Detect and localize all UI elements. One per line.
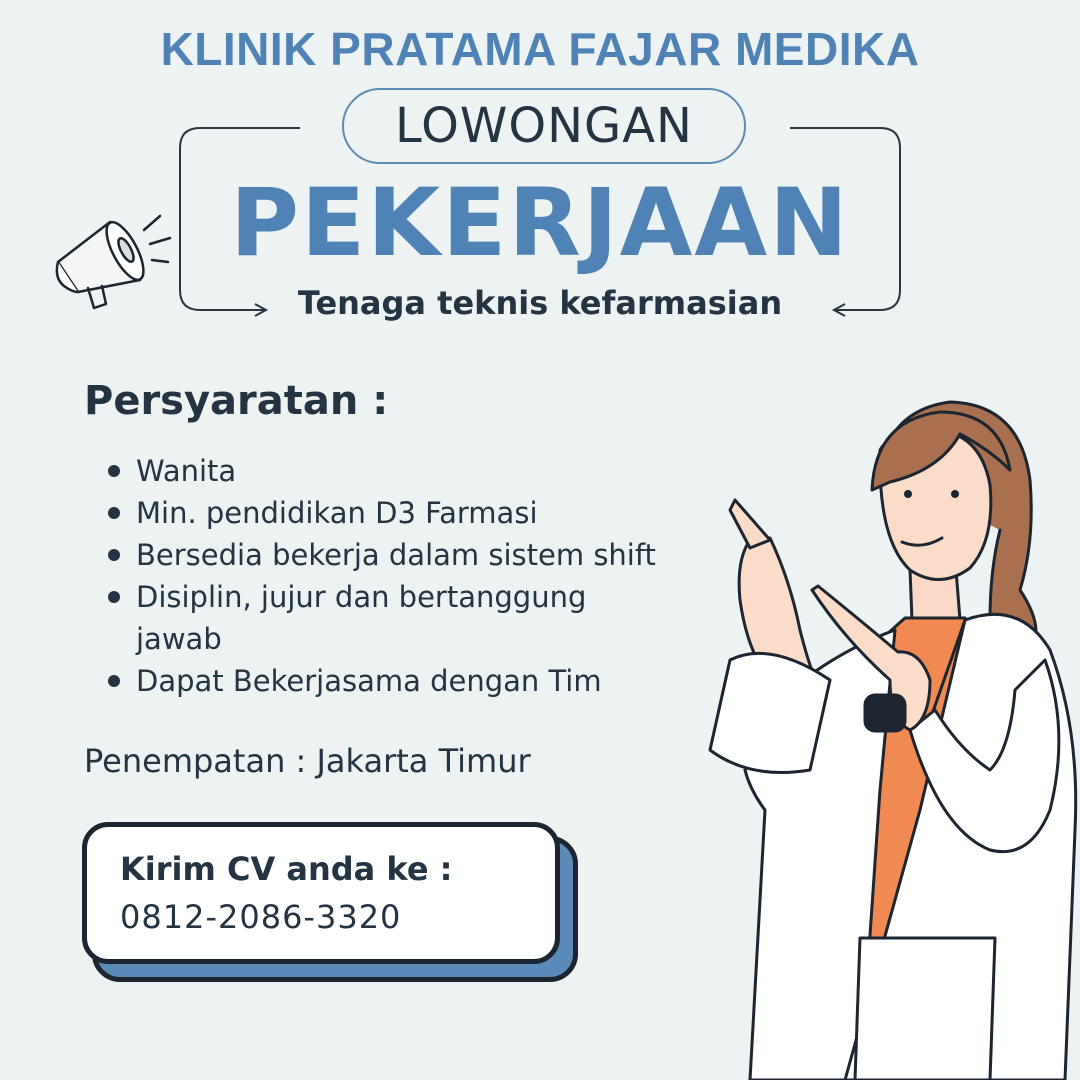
list-item: Wanita [108, 450, 708, 492]
job-title: Tenaga teknis kefarmasian [297, 284, 783, 322]
list-item: Bersedia bekerja dalam sistem shift [108, 534, 708, 576]
headline: PEKERJAAN [230, 169, 850, 278]
placement-text: Penempatan : Jakarta Timur [84, 742, 531, 780]
pharmacist-illustration [690, 390, 1080, 1080]
contact-phone: 0812-2086-3320 [120, 898, 402, 936]
list-item: Dapat Bekerjasama dengan Tim [108, 660, 708, 702]
list-item: Min. pendidikan D3 Farmasi [108, 492, 708, 534]
requirements-list [108, 450, 708, 702]
contact-box [82, 822, 560, 964]
vacancy-pill-label: LOWONGAN [395, 98, 693, 154]
megaphone-icon [48, 200, 178, 320]
list-item: Disiplin, jujur dan bertanggung jawab [108, 576, 616, 660]
vacancy-pill [342, 88, 746, 164]
clinic-name: KLINIK PRATAMA FAJAR MEDIKA [160, 23, 920, 75]
requirements-heading: Persyaratan : [84, 378, 389, 424]
contact-label: Kirim CV anda ke : [120, 850, 453, 888]
